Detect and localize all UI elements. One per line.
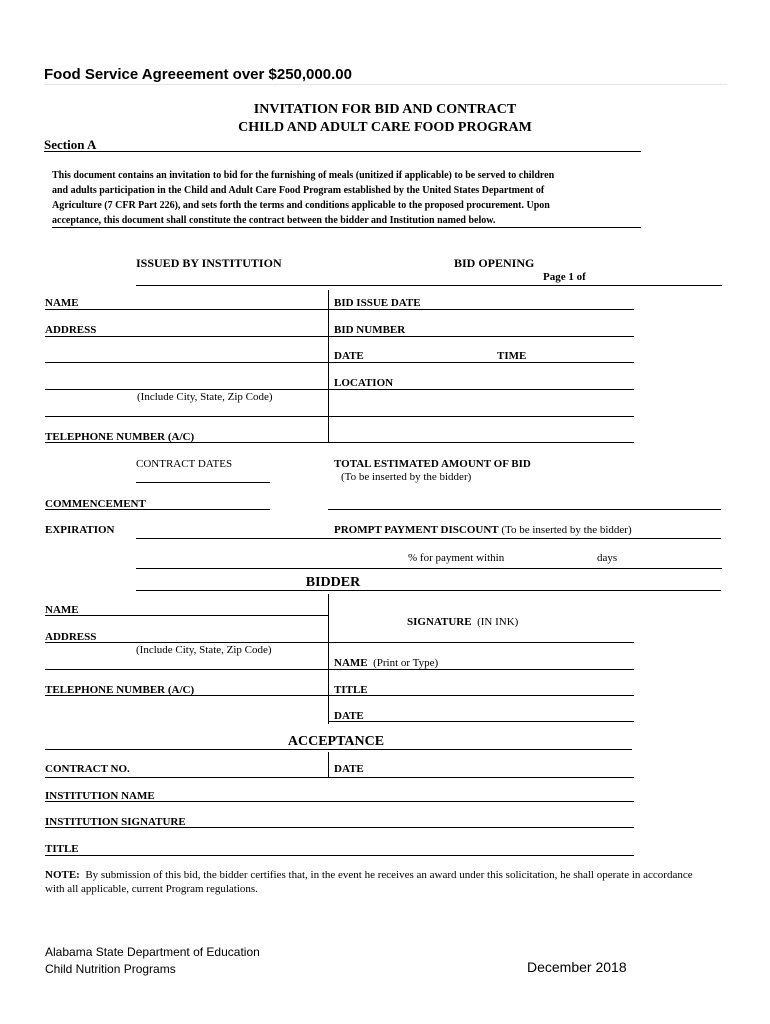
note-line-2: with all applicable, current Program regulations. xyxy=(45,883,258,895)
institution-address-line-4[interactable] xyxy=(45,416,328,417)
acceptance-title-line[interactable] xyxy=(45,855,634,856)
total-amount-hint: (To be inserted by the bidder) xyxy=(341,471,472,483)
bid-date-time-line[interactable] xyxy=(328,362,634,363)
institution-signature-line[interactable] xyxy=(45,827,634,828)
bidder-column-divider xyxy=(328,594,329,724)
intro-line: acceptance, this document shall constitute the contract between the bidder and Institution named below. xyxy=(52,215,496,226)
bid-location-line[interactable] xyxy=(328,389,634,390)
bidder-date-line[interactable] xyxy=(328,721,634,722)
intro-line: and adults participation in the Child and Adult Care Food Program established by the United States Department of xyxy=(52,185,545,196)
bidder-telephone-label: TELEPHONE NUMBER (A/C) xyxy=(45,684,195,696)
bidder-title-label: TITLE xyxy=(334,684,368,696)
form-title-line1: INVITATION FOR BID AND CONTRACT xyxy=(253,102,517,117)
bid-opening-heading: BID OPENING xyxy=(454,256,535,270)
bidder-address-label: ADDRESS xyxy=(45,631,97,643)
note-text: By submission of this bid, the bidder certifies that, in the event he receives an award under this solicitation, he shall operate in accordance xyxy=(85,869,693,881)
note-label: NOTE: xyxy=(45,869,80,881)
bid-number-label: BID NUMBER xyxy=(334,324,406,336)
pct-payment-text: % for payment within xyxy=(408,552,505,564)
expiration-line[interactable] xyxy=(136,538,328,539)
prompt-payment-heading: PROMPT PAYMENT DISCOUNT xyxy=(334,524,499,536)
institution-address-line[interactable] xyxy=(45,336,328,337)
prompt-payment-line[interactable] xyxy=(328,538,721,539)
acceptance-column-divider xyxy=(328,752,329,778)
document-title: Food Service Agreeement over $250,000.00 xyxy=(44,66,352,83)
acceptance-date-line[interactable] xyxy=(328,777,634,778)
bidder-address-line-2[interactable] xyxy=(45,669,328,670)
name-print-hint: (Print or Type) xyxy=(373,657,439,669)
institution-city-hint: (Include City, State, Zip Code) xyxy=(137,391,273,403)
bidder-heading: BIDDER xyxy=(305,575,361,590)
institution-address-label: ADDRESS xyxy=(45,324,97,336)
intro-line: Agriculture (7 CFR Part 226), and sets forth the terms and conditions applicable to the proposed procurement. Upon xyxy=(52,200,550,211)
section-rule xyxy=(44,151,641,152)
bidder-rule xyxy=(136,590,721,591)
signature-heading: SIGNATURE xyxy=(407,616,472,628)
footer-org-line1: Alabama State Department of Education xyxy=(45,945,260,959)
name-print-line[interactable] xyxy=(328,669,634,670)
acceptance-rule xyxy=(45,749,632,750)
section-label: Section A xyxy=(44,137,97,152)
signature-hint: (IN INK) xyxy=(477,616,519,628)
institution-address-line-2[interactable] xyxy=(45,362,328,363)
expiration-label: EXPIRATION xyxy=(45,524,115,536)
commencement-line[interactable] xyxy=(45,509,270,510)
contract-number-label: CONTRACT NO. xyxy=(45,763,130,775)
bidder-address-line[interactable] xyxy=(45,642,328,643)
institution-telephone-label: TELEPHONE NUMBER (A/C) xyxy=(45,431,195,443)
institution-name-acceptance-label: INSTITUTION NAME xyxy=(45,790,155,802)
name-print-heading: NAME xyxy=(334,657,368,669)
bidder-date-label: DATE xyxy=(334,710,364,722)
page-number-label: Page 1 of xyxy=(543,271,586,283)
institution-address-line-3[interactable] xyxy=(45,389,328,390)
discount-rule xyxy=(136,568,722,569)
acceptance-date-label: DATE xyxy=(334,763,364,775)
acceptance-title-label: TITLE xyxy=(45,843,79,855)
heading-rule xyxy=(136,285,722,286)
signature-line[interactable] xyxy=(328,642,634,643)
intro-rule xyxy=(52,227,641,228)
total-amount-label: TOTAL ESTIMATED AMOUNT OF BID xyxy=(334,458,531,470)
institution-name-label: NAME xyxy=(45,297,79,309)
institution-name-line[interactable] xyxy=(45,309,328,310)
prompt-payment-hint: (To be inserted by the bidder) xyxy=(501,524,632,536)
payment-days-text: days xyxy=(597,552,618,564)
contract-dates-line xyxy=(136,482,270,483)
contract-number-line[interactable] xyxy=(45,777,328,778)
intro-paragraph xyxy=(52,168,652,228)
bid-number-line[interactable] xyxy=(328,336,634,337)
title-rule xyxy=(44,84,727,85)
form-title-line2: CHILD AND ADULT CARE FOOD PROGRAM xyxy=(238,120,532,135)
total-amount-line[interactable] xyxy=(328,509,721,510)
acceptance-heading: ACCEPTANCE xyxy=(287,734,385,749)
bid-time-label: TIME xyxy=(497,350,527,362)
bid-date-label: DATE xyxy=(334,350,364,362)
intro-line: This document contains an invitation to bid for the furnishing of meals (unitized if applicable) to be served to children xyxy=(52,170,555,181)
note-line-1 xyxy=(45,869,693,881)
bid-location-label: LOCATION xyxy=(334,377,394,389)
institution-telephone-line[interactable] xyxy=(45,442,328,443)
signature-label xyxy=(407,616,518,628)
footer-date: December 2018 xyxy=(527,959,627,975)
bidder-name-line[interactable] xyxy=(45,615,328,616)
column-divider xyxy=(328,290,329,442)
bidder-title-line[interactable] xyxy=(328,695,634,696)
bid-issue-date-label: BID ISSUE DATE xyxy=(334,297,421,309)
prompt-payment-label xyxy=(334,524,632,536)
bid-issue-date-line[interactable] xyxy=(328,309,634,310)
issued-by-heading: ISSUED BY INSTITUTION xyxy=(136,256,282,270)
bidder-name-label: NAME xyxy=(45,604,79,616)
bid-location-line-2[interactable] xyxy=(328,416,634,417)
commencement-label: COMMENCEMENT xyxy=(45,498,146,510)
bidder-telephone-line[interactable] xyxy=(45,695,328,696)
footer-org-line2: Child Nutrition Programs xyxy=(45,962,176,976)
institution-name-acceptance-line[interactable] xyxy=(45,801,634,802)
name-print-label xyxy=(334,657,438,669)
bidder-city-hint: (Include City, State, Zip Code) xyxy=(136,644,272,656)
contract-dates-label: CONTRACT DATES xyxy=(136,458,233,470)
institution-signature-label: INSTITUTION SIGNATURE xyxy=(45,816,186,828)
bid-location-line-3[interactable] xyxy=(328,442,634,443)
